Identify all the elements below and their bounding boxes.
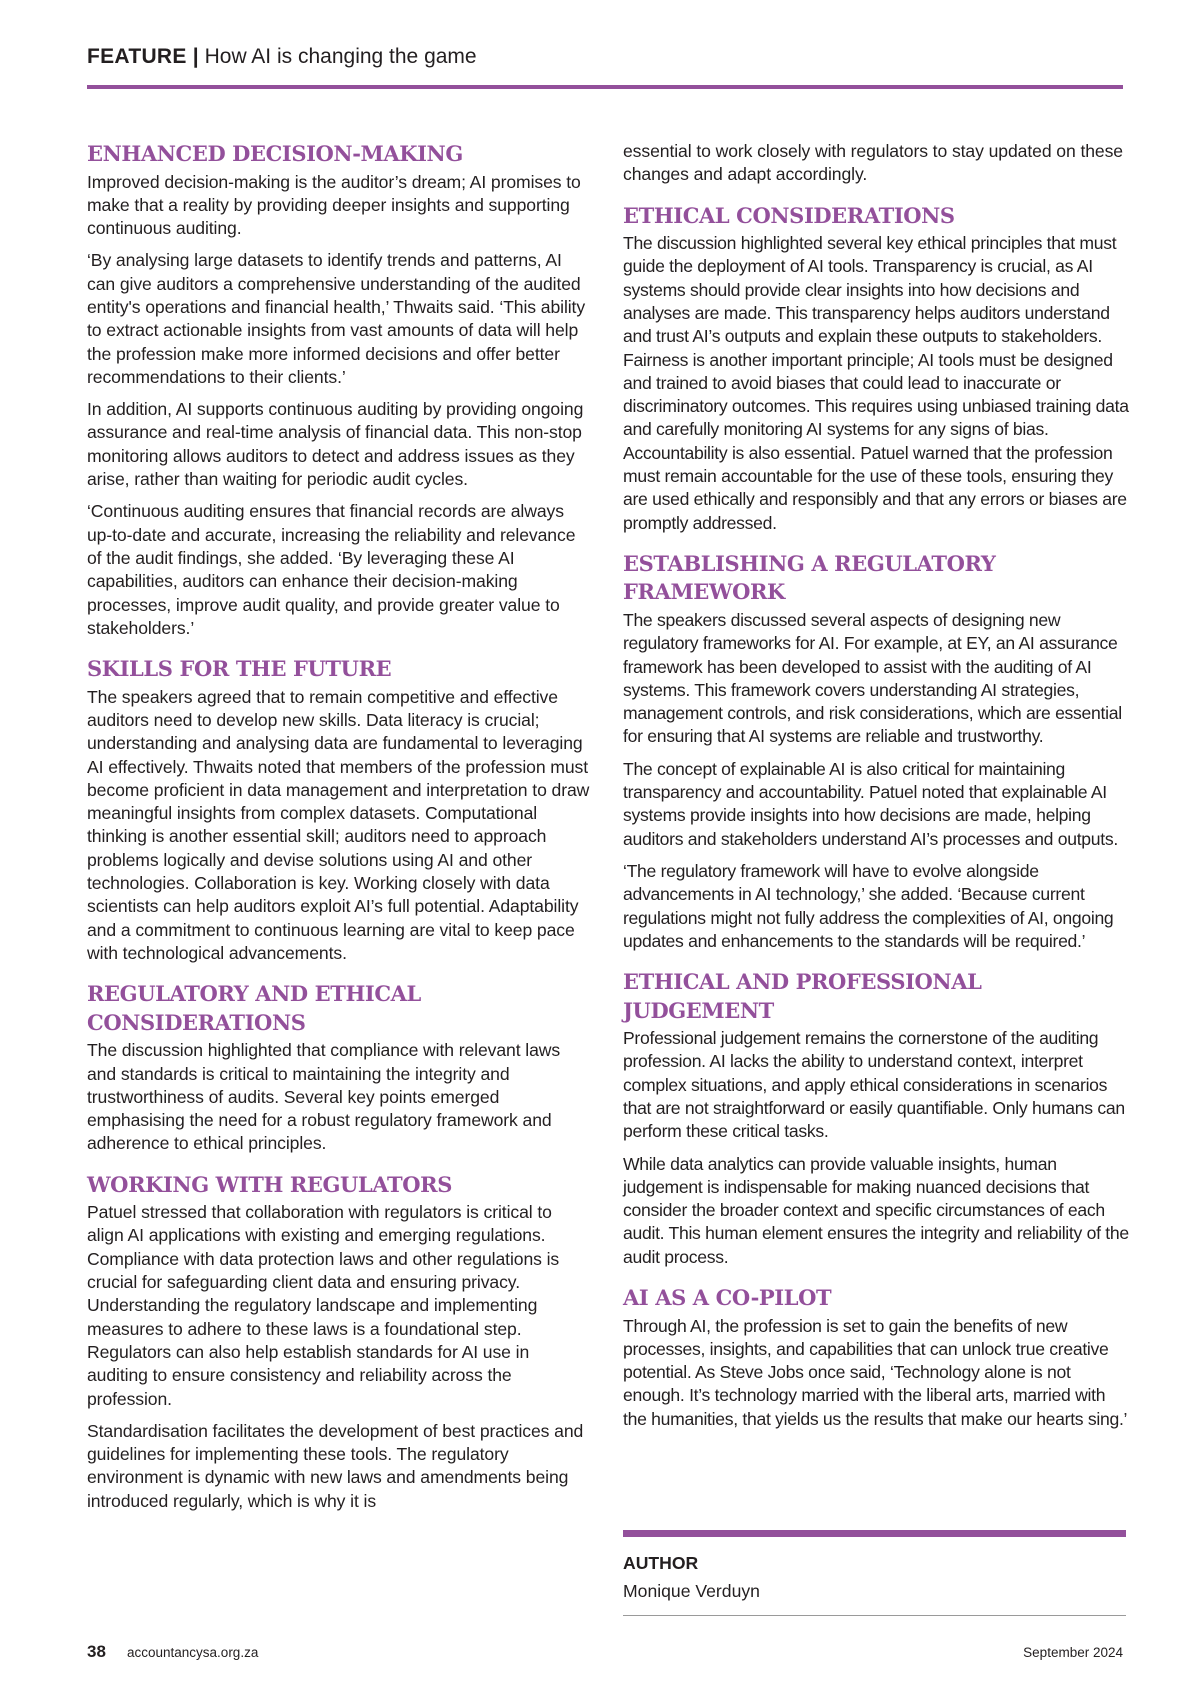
heading-ethical-considerations: ETHICAL CONSIDERATIONS xyxy=(623,202,955,228)
paragraph: The concept of explainable AI is also critical for maintaining transparency and accountability. Patuel noted that explainable AI systems provide insights into how decisions are made, helping auditors and stakeholders understand AI’s processes and outputs. xyxy=(623,758,1118,849)
right-column xyxy=(623,140,1133,1440)
paragraph: ‘By analysing large datasets to identify trends and patterns, AI can give auditors a comprehensive understanding of the audited entity's operations and financial health,’ Thwaits said. ‘This ability to extract actionable insights from vast amounts of data will help the profession make more informed decisions and offer better recommendations to their clients.’ xyxy=(87,250,586,387)
page-header xyxy=(87,44,1123,70)
heading-regulatory-and-ethical: REGULATORY AND ETHICAL CONSIDERATIONS xyxy=(87,981,421,1035)
paragraph: The discussion highlighted that compliance with relevant laws and standards is critical to maintaining the integrity and trustworthiness of audits. Several key points emerged emphasising the need for a robust regulatory framework and adherence to ethical principles. xyxy=(87,1040,561,1154)
heading-ai-as-co-pilot: AI AS A CO-PILOT xyxy=(623,1285,832,1311)
paragraph: The speakers discussed several aspects of designing new regulatory frameworks for AI. For example, at EY, an AI assurance framework has been developed to assist with the auditing of AI systems. This framework covers understanding AI strategies, management controls, and risk considerations, which are essential for ensuring that AI systems are reliable and trustworthy. xyxy=(623,609,1122,747)
heading-working-with-regulators: WORKING WITH REGULATORS xyxy=(87,1171,452,1197)
paragraph: While data analytics can provide valuable insights, human judgement is indispensable for making nuanced decisions that consider the broader context and specific circumstances of each audit. This human element ensures the integrity and reliability of the audit process. xyxy=(623,1153,1129,1267)
header-rule xyxy=(87,85,1123,89)
heading-regulatory-framework: ESTABLISHING A REGULATORY FRAMEWORK xyxy=(623,550,996,605)
paragraph: Improved decision-making is the auditor’s dream; AI promises to make that a reality by providing deeper insights and supporting continuous auditing. xyxy=(87,171,581,239)
paragraph: Through AI, the profession is set to gain the benefits of new processes, insights, and capabilities that can unlock true creative potential. As Steve Jobs once said, ‘Technology alone is not enough. It’s technology married with the liberal arts, married with the humanities, that yields us the results that make our hearts sing.’ xyxy=(623,1315,1128,1429)
paragraph-continuation: essential to work closely with regulators to stay updated on these changes and adapt accordingly. xyxy=(623,141,1123,185)
page-number: 38 xyxy=(87,1642,106,1661)
author-label: AUTHOR xyxy=(623,1553,699,1573)
header-title: How AI is changing the game xyxy=(204,45,477,68)
paragraph: The discussion highlighted several key ethical principles that must guide the deployment of AI tools. Transparency is crucial, as AI systems should provide clear insights into how decisions and analyses are made. This transparency helps auditors understand and trust AI’s outputs and explain these outputs to stakeholders. Fairness is another important principle; AI tools must be designed and trained to avoid biases that could lead to inaccurate or discriminatory outcomes. This requires using unbiased training data and carefully monitoring AI systems for any signs of bias. Accountability is also essential. Patuel warned that the profession must remain accountable for the use of these tools, ensuring they are used ethically and responsibly and that any errors or biases are promptly addressed. xyxy=(623,233,1129,533)
section-label: FEATURE xyxy=(87,45,187,68)
paragraph: Professional judgement remains the cornerstone of the auditing profession. AI lacks the ability to understand context, interpret complex situations, and apply ethical considerations in scenarios that are not straightforward or easily quantifiable. Only humans can perform these critical tasks. xyxy=(623,1028,1125,1142)
paragraph: The speakers agreed that to remain competitive and effective auditors need to develop new skills. Data literacy is crucial; understanding and analysing data are fundamental to leveraging AI effectively. Thwaits noted that members of the profession must become proficient in data management and interpretation to draw meaningful insights from complex datasets. Computational thinking is another essential skill; auditors need to approach problems logically and devise solutions using AI and other technologies. Collaboration is key. Working closely with data scientists can help auditors exploit AI’s full potential. Adaptability and a commitment to continuous learning are vital to keep pace with technological advancements. xyxy=(87,686,590,963)
header-text xyxy=(87,44,1123,70)
paragraph: ‘Continuous auditing ensures that financial records are always up-to-date and accurate, increasing the reliability and relevance of the audit findings, she added. ‘By leveraging these AI capabilities, auditors can enhance their decision-making processes, improve audit quality, and provide greater value to stakeholders.’ xyxy=(87,501,576,638)
author-block xyxy=(623,1530,1126,1616)
heading-ethical-professional-judgement: ETHICAL AND PROFESSIONAL JUDGEMENT xyxy=(623,969,982,1023)
author-name: Monique Verduyn xyxy=(623,1581,760,1601)
heading-enhanced-decision-making: ENHANCED DECISION-MAKING xyxy=(87,141,463,166)
paragraph: In addition, AI supports continuous auditing by providing ongoing assurance and real-time analysis of financial data. This non-stop monitoring allows auditors to detect and address issues as they arise, rather than waiting for periodic audit cycles. xyxy=(87,399,584,490)
issue-date: September 2024 xyxy=(1023,1645,1123,1660)
website-link[interactable]: accountancysa.org.za xyxy=(127,1645,259,1660)
header-separator: | xyxy=(192,45,199,68)
paragraph: Patuel stressed that collaboration with regulators is critical to align AI applications with existing and emerging regulations. Compliance with data protection laws and other regulations is crucial for safeguarding client data and ensuring privacy. Understanding the regulatory landscape and implementing measures to adhere to these laws is a foundational step. Regulators can also help establish standards for AI use in auditing to ensure consistency and reliability across the profession. xyxy=(87,1202,560,1409)
author-divider xyxy=(623,1615,1126,1616)
paragraph: ‘The regulatory framework will have to evolve alongside advancements in AI technology,’ she added. ‘Because current regulations might not fully address the complexities of AI, ongoing updates and enhancements to the standards will be required.’ xyxy=(623,860,1114,951)
heading-skills-for-the-future: SKILLS FOR THE FUTURE xyxy=(87,656,392,682)
left-column xyxy=(87,140,591,1522)
author-rule xyxy=(623,1530,1126,1537)
paragraph: Standardisation facilitates the development of best practices and guidelines for implementing these tools. The regulatory environment is dynamic with new laws and amendments being introduced regularly, which is why it is xyxy=(87,1420,584,1511)
